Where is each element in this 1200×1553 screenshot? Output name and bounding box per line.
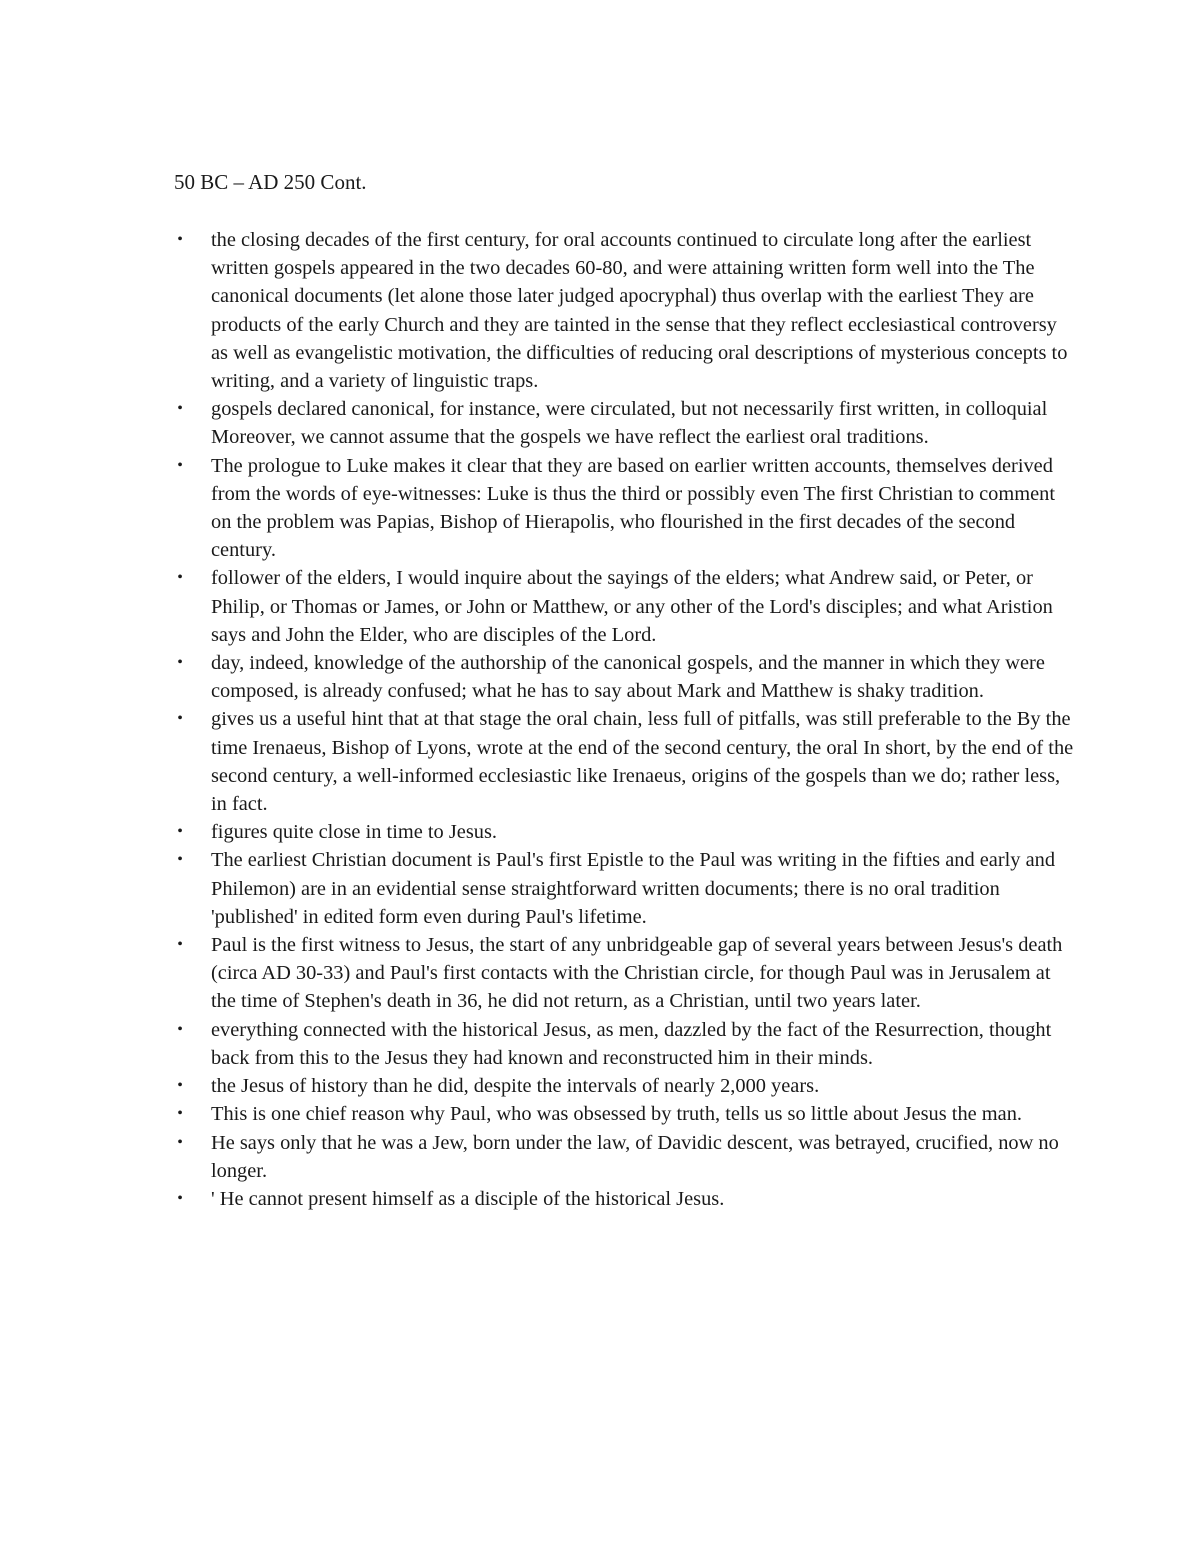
list-item (174, 1072, 1074, 1100)
list-item-text: the Jesus of history than he did, despite the intervals of nearly 2,000 years. (211, 1075, 820, 1098)
list-item-text: figures quite close in time to Jesus. (211, 821, 497, 844)
list-item (174, 226, 1074, 395)
list-item (174, 1129, 1074, 1185)
list-item-text: gospels declared canonical, for instance, were circulated, but not necessarily first written, in colloquial Moreover, we cannot assume that the gospels we have reflect the earliest oral traditions. (211, 398, 1048, 449)
list-item (174, 649, 1074, 705)
bullet-icon: • (177, 569, 183, 587)
bullet-icon: • (177, 1020, 183, 1038)
bullet-icon: • (177, 231, 183, 248)
bullet-icon: • (177, 936, 183, 954)
list-item (174, 931, 1074, 1016)
list-item-text: The prologue to Luke makes it clear that they are based on earlier written accounts, themselves derived from the words of eye-witnesses: Luke is thus the third or possibly even The first Christian to comment on the problem was Papias, Bishop of Hierapolis, who flourished in the first decades of the second century. (211, 454, 1055, 562)
list-item (174, 452, 1074, 565)
bullet-icon: • (177, 1077, 183, 1095)
bullet-icon: • (177, 1133, 183, 1151)
document-heading: 50 BC – AD 250 Cont. (174, 170, 367, 194)
bullet-icon: • (177, 456, 183, 474)
bullet-icon: • (177, 1105, 183, 1123)
list-item-text: everything connected with the historical Jesus, as men, dazzled by the fact of the Resurrection, thought back from this to the Jesus they had known and reconstructed him in their minds. (211, 1018, 1052, 1069)
list-item (174, 705, 1074, 818)
bullet-icon: • (177, 400, 183, 418)
list-item-text: The earliest Christian document is Paul's first Epistle to the Paul was writing in the fifties and early and Philemon) are in an evidential sense straightforward written documents; there is no oral tradition 'published' in edited form even during Paul's lifetime. (211, 849, 1056, 928)
list-item (174, 395, 1074, 451)
list-item (174, 1100, 1074, 1128)
list-item-text: This is one chief reason why Paul, who was obsessed by truth, tells us so little about Jesus the man. (211, 1103, 1022, 1126)
list-item (174, 818, 1074, 846)
list-item-text: follower of the elders, I would inquire about the sayings of the elders; what Andrew said, or Peter, or Philip, or Thomas or James, or John or Matthew, or any other of the Lord's disciples; and what Aristion says and John the Elder, who are disciples of the Lord. (211, 567, 1053, 646)
list-item (174, 1016, 1074, 1072)
bullet-icon: • (177, 1189, 183, 1207)
list-item (174, 1185, 1074, 1213)
bullet-icon: • (177, 710, 183, 728)
list-item-text: gives us a useful hint that at that stage the oral chain, less full of pitfalls, was still preferable to the By the time Irenaeus, Bishop of Lyons, wrote at the end of the second century, the oral In short, by the end of the second century, a well-informed ecclesiastic like Irenaeus, origins of the gospels than we do; rather less, in fact. (211, 708, 1074, 816)
list-item-text: He says only that he was a Jew, born under the law, of Davidic descent, was betrayed, crucified, now no longer. (211, 1131, 1059, 1182)
document-page (174, 168, 1074, 1213)
list-item-text: Paul is the first witness to Jesus, the start of any unbridgeable gap of several years between Jesus's death (circa AD 30-33) and Paul's first contacts with the Christian circle, for though Paul was in Jerusalem at the time of Stephen's death in 36, he did not return, as a Christian, until two years later. (211, 934, 1063, 1013)
bullet-icon: • (177, 823, 183, 841)
bullet-icon: • (177, 654, 183, 672)
list-item-text: day, indeed, knowledge of the authorship of the canonical gospels, and the manner in which they were composed, is already confused; what he has to say about Mark and Matthew is shaky tradition. (211, 652, 1045, 703)
list-item (174, 846, 1074, 931)
bullet-list (174, 226, 1074, 1213)
bullet-icon: • (177, 851, 183, 869)
list-item (174, 564, 1074, 649)
list-item-text: ' He cannot present himself as a disciple of the historical Jesus. (211, 1187, 725, 1210)
list-item-text: the closing decades of the first century, for oral accounts continued to circulate long after the earliest written gospels appeared in the two decades 60-80, and were attaining written form well into the The canonical documents (let alone those later judged apocryphal) thus overlap with the earliest They are products of the early Church and they are tainted in the sense that they reflect ecclesiastical controversy as well as evangelistic motivation, the difficulties of reducing oral descriptions of mysterious concepts to writing, and a variety of linguistic traps. (211, 229, 1068, 393)
